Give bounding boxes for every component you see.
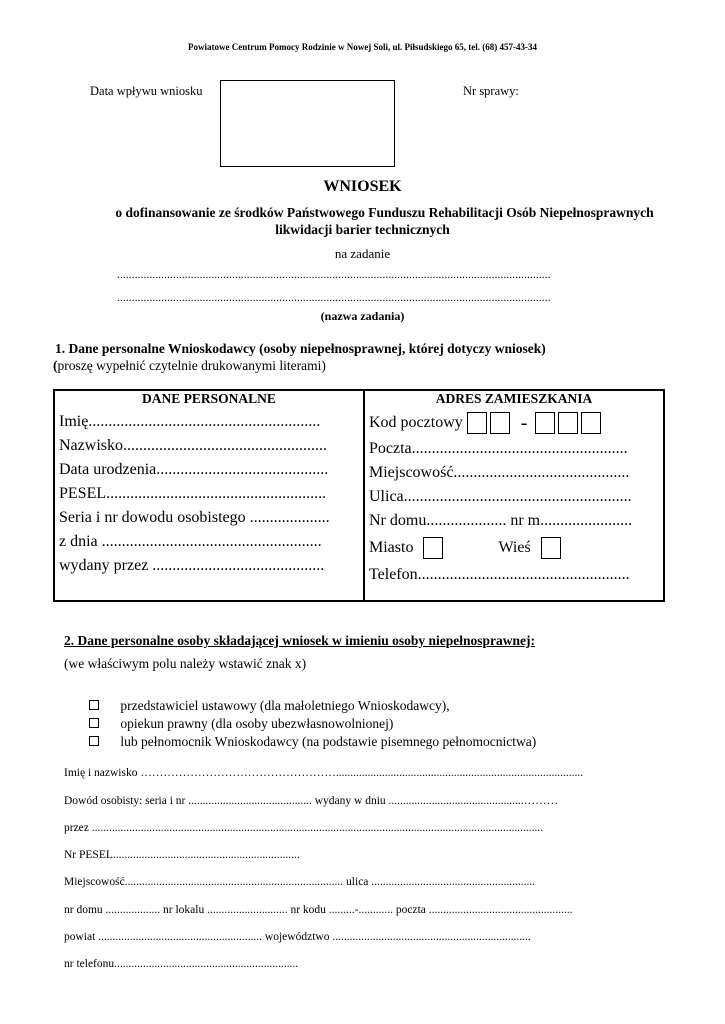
pesel-line[interactable]: Nr PESEL.................................................................	[64, 849, 300, 861]
postal-digit-box-2[interactable]	[490, 412, 510, 434]
id-date-field[interactable]: z dnia .......................................................	[59, 533, 322, 550]
village-checkbox[interactable]	[541, 537, 561, 559]
post-office-field[interactable]: Poczta......................................................	[369, 440, 628, 457]
settlement-type-row	[369, 533, 663, 563]
task-label: na zadanie	[334, 246, 391, 261]
form-subtitle-line1: o dofinansowanie ze środków Państwowego Funduszu Rehabilitacji Osób Niepełnosprawnych	[115, 205, 654, 220]
task-name-caption: (nazwa zadania)	[320, 309, 405, 323]
section1-note-text: proszę wypełnić czytelnie drukowanymi literami)	[57, 358, 326, 373]
postal-digit-box-1[interactable]	[467, 412, 487, 434]
postal-code-row	[369, 411, 663, 437]
section1-note	[53, 358, 326, 374]
option-label: przedstawiciel ustawowy (dla małoletniego Wnioskodawcy),	[120, 698, 450, 713]
locality-street-line[interactable]: Miejscowość............................................................................ ulica .........................................................	[64, 876, 536, 888]
option-attorney	[89, 734, 536, 750]
personal-data-header: DANE PERSONALNE	[142, 391, 276, 406]
last-name-field[interactable]: Nazwisko...................................................	[59, 437, 327, 454]
address-numbers-line[interactable]: nr domu ................... nr lokalu ............................ nr kodu .........-............ poczta ..................................................	[64, 904, 573, 916]
postal-digit-box-3[interactable]	[535, 412, 555, 434]
personal-data-cell	[54, 390, 364, 601]
task-name-line-2[interactable]: ...................................................................................................................................................	[117, 292, 551, 304]
task-name-line-1[interactable]: ...................................................................................................................................................	[117, 269, 551, 281]
address-cell	[364, 390, 664, 601]
pesel-field[interactable]: PESEL.......................................................	[59, 485, 327, 502]
city-checkbox[interactable]	[423, 537, 443, 559]
id-issuer-field[interactable]: wydany przez ...........................................	[59, 557, 325, 574]
attorney-checkbox[interactable]	[89, 736, 99, 746]
option-label: opiekun prawny (dla osoby ubezwłasnowolnionej)	[120, 716, 394, 731]
option-legal-representative	[89, 698, 450, 714]
street-field[interactable]: Ulica.........................................................	[369, 488, 632, 505]
county-voivodeship-line[interactable]: powiat ......................................................... województwo .....................................................................	[64, 931, 531, 943]
option-legal-guardian	[89, 716, 393, 732]
section2-heading: 2. Dane personalne osoby składającej wniosek w imieniu osoby niepełnosprawnej:	[64, 633, 536, 648]
phone-line[interactable]: nr telefonu................................................................	[64, 958, 299, 970]
village-label: Wieś	[498, 539, 531, 556]
personal-data-table	[53, 389, 665, 602]
receipt-stamp-box[interactable]	[220, 80, 395, 167]
address-header: ADRES ZAMIESZKANIA	[435, 391, 593, 406]
postal-digit-box-4[interactable]	[558, 412, 578, 434]
legal-representative-checkbox[interactable]	[89, 700, 99, 710]
postal-digit-box-5[interactable]	[581, 412, 601, 434]
phone-field[interactable]: Telefon.....................................................	[369, 566, 630, 583]
house-flat-field[interactable]: Nr domu.................... nr m.......................	[369, 512, 633, 529]
section2-note: (we właściwym polu należy wstawić znak x)	[64, 656, 307, 671]
postal-dash: -	[520, 412, 528, 435]
issued-by-line[interactable]: przez .............................................................................................................................................................	[64, 822, 544, 834]
legal-guardian-checkbox[interactable]	[89, 718, 99, 728]
option-label: lub pełnomocnik Wnioskodawcy (na podstawie pisemnego pełnomocnictwa)	[120, 734, 537, 749]
case-number-label: Nr sprawy:	[463, 84, 519, 98]
birth-date-field[interactable]: Data urodzenia...........................................	[59, 461, 329, 478]
section1-note-paren: (	[53, 358, 58, 373]
first-name-field[interactable]: Imię..........................................................	[59, 413, 321, 430]
id-document-line[interactable]: Dowód osobisty: seria i nr ........................................... wydany w dniu ...............................................………	[64, 795, 559, 807]
form-title: WNIOSEK	[323, 178, 402, 195]
form-subtitle-line2: likwidacji barier technicznych	[275, 222, 450, 237]
applicant-name-line[interactable]: Imię i nazwisko ……………………………………………......................................................................................	[64, 767, 584, 779]
receipt-date-label: Data wpływu wniosku	[90, 84, 203, 98]
postal-code-label: Kod pocztowy	[369, 414, 463, 431]
city-label: Miasto	[369, 539, 414, 556]
locality-field[interactable]: Miejscowość............................................	[369, 464, 630, 481]
section1-heading: 1. Dane personalne Wnioskodawcy (osoby niepełnosprawnej, której dotyczy wniosek)	[55, 341, 546, 356]
institution-header: Powiatowe Centrum Pomocy Rodzinie w Nowej Soli, ul. Piłsudskiego 65, tel. (68) 457-43-34	[188, 42, 537, 52]
id-number-field[interactable]: Seria i nr dowodu osobistego ....................	[59, 509, 330, 526]
